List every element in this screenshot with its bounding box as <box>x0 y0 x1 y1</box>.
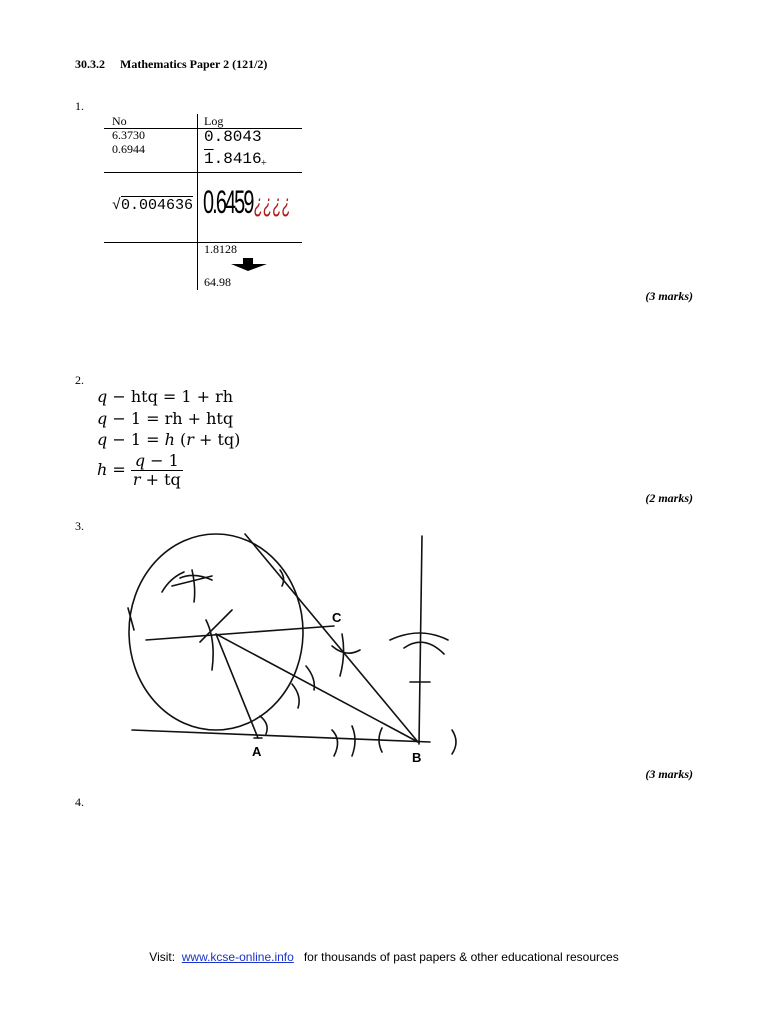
sqrt-expression: √0.004636 <box>112 197 194 214</box>
equation-line-2: q − 1 = rh + htq <box>97 409 234 428</box>
label-c: C <box>332 610 342 625</box>
radius-to-a <box>216 634 258 738</box>
equation-line-3: q − 1 = h (r + tq) <box>97 430 241 449</box>
table-rule-2 <box>104 242 302 243</box>
number-1: 6.3730 <box>112 128 145 142</box>
table-divider-vertical <box>197 114 198 290</box>
footer-prefix: Visit: <box>149 950 182 964</box>
line-cb <box>245 534 418 742</box>
handwritten-scrawl: ¿¿¿¿ <box>254 188 292 218</box>
table-rule-1 <box>104 172 302 173</box>
log-table <box>104 114 302 290</box>
label-b: B <box>412 750 422 765</box>
line-ab <box>132 730 430 742</box>
question-4-number: 4. <box>75 795 84 809</box>
question-3-number: 3. <box>75 519 84 533</box>
question-2-number: 2. <box>75 373 84 387</box>
line-centre-to-b <box>216 634 418 742</box>
final-answer: 64.98 <box>204 275 231 289</box>
footer-suffix: for thousands of past papers & other educational resources <box>293 950 619 964</box>
construction-circle <box>129 534 303 730</box>
question-2-marks: (2 marks) <box>645 491 693 505</box>
header-no: No <box>112 114 127 128</box>
question-1-number: 1. <box>75 99 84 113</box>
geometric-construction <box>120 530 470 770</box>
equation-line-4: h = $\frac{q - 1}{r + tq}$ <box>97 451 181 489</box>
equation-line-1: q − htq = 1 + rh <box>97 387 234 406</box>
perpendicular-at-b <box>419 536 422 744</box>
log-sqrt-value: 0.6459 <box>203 184 253 220</box>
log-sum: 1.8128 <box>204 242 237 256</box>
header-log: Log <box>204 114 224 128</box>
footer-link[interactable]: www.kcse-online.info <box>181 950 294 964</box>
log-2: 1.8416 <box>204 150 262 168</box>
fraction: $\frac{q - 1}{r + tq}$ <box>132 451 181 489</box>
paper-heading: 30.3.2 Mathematics Paper 2 (121/2) <box>75 57 268 71</box>
log-1: 0.8043 <box>204 128 262 146</box>
number-2: 0.6944 <box>112 142 145 156</box>
label-a: A <box>252 744 262 759</box>
page-footer <box>0 950 768 964</box>
plus-sign: + <box>261 158 267 169</box>
question-3-marks: (3 marks) <box>645 767 693 781</box>
down-arrow-icon <box>229 258 269 272</box>
question-1-marks: (3 marks) <box>645 289 693 303</box>
horizontal-bisector <box>146 626 334 640</box>
